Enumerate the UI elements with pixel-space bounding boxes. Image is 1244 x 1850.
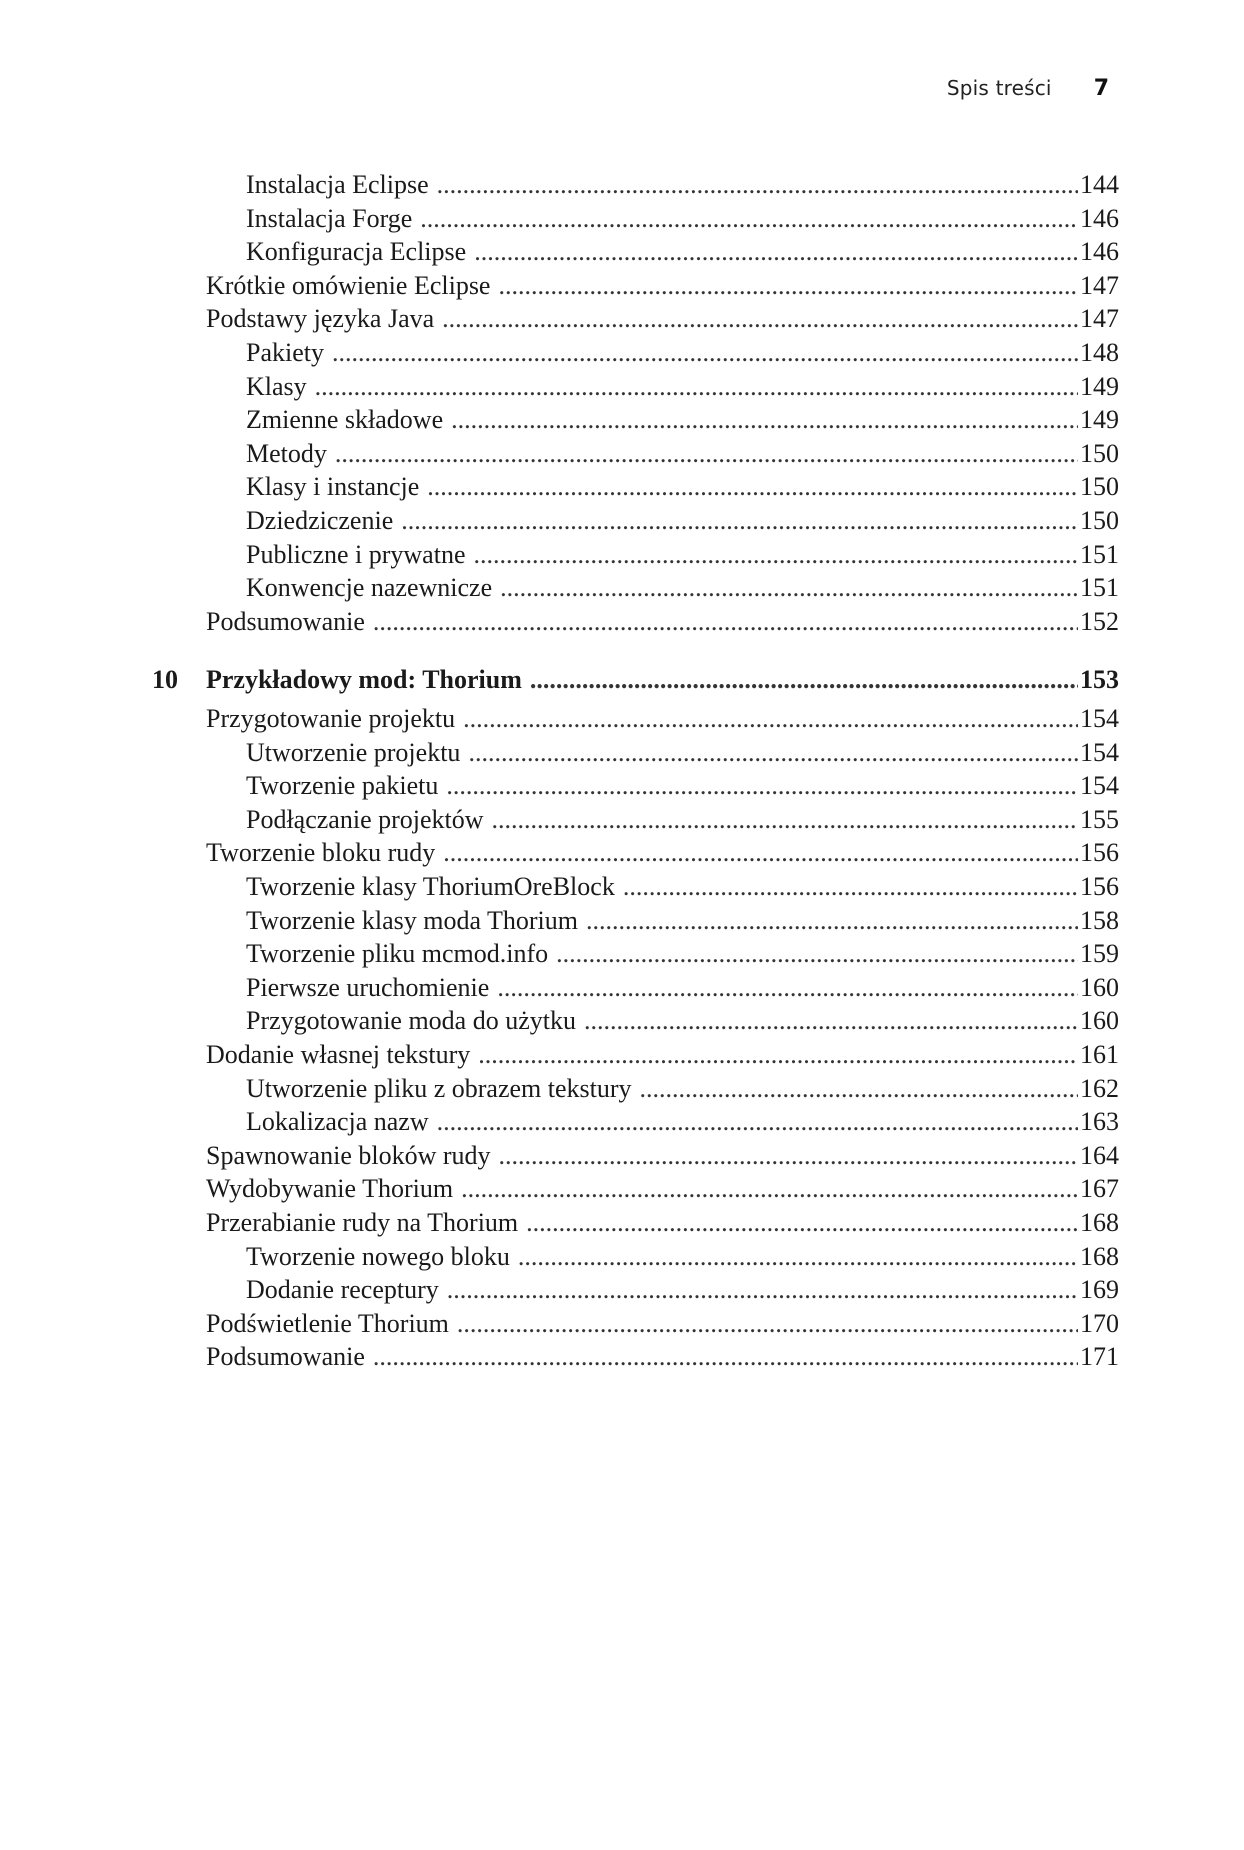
toc-entry xyxy=(246,906,1119,942)
toc-entry-page: 153 xyxy=(1080,665,1119,694)
toc-entry-title: Lokalizacja nazw xyxy=(246,1107,429,1136)
toc-entry-page: 164 xyxy=(1080,1141,1119,1170)
toc-entry xyxy=(206,607,1119,643)
toc-entry xyxy=(206,1208,1119,1244)
toc-entry-page: 149 xyxy=(1080,405,1119,434)
toc-entry-title: Publiczne i prywatne xyxy=(246,540,466,569)
dot-leader xyxy=(442,304,1078,334)
toc-entry-page: 146 xyxy=(1080,237,1119,266)
page-number: 7 xyxy=(1093,76,1109,101)
dot-leader xyxy=(335,439,1078,469)
toc-entry-page: 158 xyxy=(1080,906,1119,935)
dot-leader xyxy=(451,405,1078,435)
toc-entry-page: 162 xyxy=(1080,1074,1119,1103)
toc-entry-page: 150 xyxy=(1080,472,1119,501)
dot-leader xyxy=(518,1242,1078,1272)
toc-entry xyxy=(246,237,1119,273)
toc-entry-page: 144 xyxy=(1080,170,1119,199)
toc-entry-title: Dodanie własnej tekstury xyxy=(206,1040,471,1069)
dot-leader xyxy=(437,170,1078,200)
toc-entry-title: Tworzenie bloku rudy xyxy=(206,838,436,867)
toc-entry xyxy=(246,1275,1119,1311)
toc-entry-title: Krótkie omówienie Eclipse xyxy=(206,271,491,300)
dot-leader xyxy=(443,838,1078,868)
toc-entry-title: Konfiguracja Eclipse xyxy=(246,237,467,266)
toc-entry-title: Klasy i instancje xyxy=(246,472,420,501)
dot-leader xyxy=(332,338,1078,368)
toc-entry-title: Podsumowanie xyxy=(206,607,365,636)
toc-entry-page: 156 xyxy=(1080,838,1119,867)
dot-leader xyxy=(500,573,1078,603)
toc-entry xyxy=(206,1174,1119,1210)
toc-entry-page: 150 xyxy=(1080,506,1119,535)
toc-entry xyxy=(246,540,1119,576)
toc-entry xyxy=(206,304,1119,340)
toc-entry xyxy=(246,439,1119,475)
toc-entry xyxy=(206,1040,1119,1076)
toc-entry-title: Dziedziczenie xyxy=(246,506,394,535)
toc-entry xyxy=(246,872,1119,908)
toc-entry xyxy=(246,939,1119,975)
dot-leader xyxy=(437,1107,1078,1137)
toc-entry xyxy=(246,1074,1119,1110)
toc-entry-page: 154 xyxy=(1080,771,1119,800)
toc-entry-title: Przygotowanie moda do użytku xyxy=(246,1006,576,1035)
dot-leader xyxy=(498,271,1078,301)
toc-entry-page: 168 xyxy=(1080,1208,1119,1237)
dot-leader xyxy=(401,506,1078,536)
toc-entry-page: 151 xyxy=(1080,540,1119,569)
toc-entry xyxy=(246,506,1119,542)
toc-entry-title: Spawnowanie bloków rudy xyxy=(206,1141,491,1170)
toc-entry xyxy=(246,738,1119,774)
toc-entry-title: Utworzenie pliku z obrazem tekstury xyxy=(246,1074,632,1103)
dot-leader xyxy=(373,1342,1078,1372)
running-head-section: Spis treści xyxy=(946,76,1052,100)
toc-entry-title: Instalacja Eclipse xyxy=(246,170,429,199)
dot-leader xyxy=(474,540,1079,570)
dot-leader xyxy=(499,1141,1078,1171)
dot-leader xyxy=(461,1174,1078,1204)
dot-leader xyxy=(492,805,1078,835)
toc-entry xyxy=(246,204,1119,240)
toc-entry-page: 160 xyxy=(1080,973,1119,1002)
toc-entry-title: Podświetlenie Thorium xyxy=(206,1309,449,1338)
toc-entry-title: Przykładowy mod: Thorium xyxy=(206,665,522,694)
toc-entry-title: Tworzenie pliku mcmod.info xyxy=(246,939,549,968)
toc-entry xyxy=(206,1309,1119,1345)
toc-entry xyxy=(206,704,1119,740)
toc-entry-page: 149 xyxy=(1080,372,1119,401)
toc-entry-page: 152 xyxy=(1080,607,1119,636)
toc-chapter-entry xyxy=(152,665,1119,701)
toc-chapter-number: 10 xyxy=(152,665,178,694)
dot-leader xyxy=(373,607,1078,637)
dot-leader xyxy=(556,939,1078,969)
dot-leader xyxy=(457,1309,1078,1339)
toc-entry xyxy=(246,1242,1119,1278)
toc-entry-title: Pierwsze uruchomienie xyxy=(246,973,490,1002)
toc-entry xyxy=(246,472,1119,508)
toc-entry-title: Pakiety xyxy=(246,338,324,367)
dot-leader xyxy=(586,906,1078,936)
toc-entry xyxy=(246,805,1119,841)
toc-entry-title: Metody xyxy=(246,439,327,468)
toc-entry xyxy=(246,771,1119,807)
toc-entry-page: 159 xyxy=(1080,939,1119,968)
toc-entry-title: Tworzenie klasy ThoriumOreBlock xyxy=(246,872,615,901)
toc-entry-title: Tworzenie nowego bloku xyxy=(246,1242,510,1271)
toc-entry xyxy=(246,1006,1119,1042)
toc-entry-page: 147 xyxy=(1080,271,1119,300)
toc-entry xyxy=(246,405,1119,441)
dot-leader xyxy=(478,1040,1078,1070)
toc-entry-title: Przygotowanie projektu xyxy=(206,704,456,733)
dot-leader xyxy=(427,472,1078,502)
toc-entry-page: 161 xyxy=(1080,1040,1119,1069)
toc-entry-title: Klasy xyxy=(246,372,307,401)
toc-entry-title: Utworzenie projektu xyxy=(246,738,461,767)
toc-entry-page: 151 xyxy=(1080,573,1119,602)
toc-entry xyxy=(206,271,1119,307)
dot-leader xyxy=(474,237,1078,267)
dot-leader xyxy=(446,771,1078,801)
dot-leader xyxy=(526,1208,1078,1238)
toc-entry-page: 170 xyxy=(1080,1309,1119,1338)
toc-entry-title: Przerabianie rudy na Thorium xyxy=(206,1208,519,1237)
toc-entry-page: 150 xyxy=(1080,439,1119,468)
dot-leader xyxy=(447,1275,1078,1305)
toc-entry-title: Podsumowanie xyxy=(206,1342,365,1371)
dot-leader xyxy=(497,973,1078,1003)
running-head xyxy=(947,76,1109,101)
toc-entry-title: Dodanie receptury xyxy=(246,1275,439,1304)
dot-leader xyxy=(468,738,1078,768)
toc-entry-title: Tworzenie pakietu xyxy=(246,771,439,800)
toc-entry xyxy=(246,573,1119,609)
toc-entry xyxy=(246,1107,1119,1143)
toc-entry xyxy=(246,973,1119,1009)
toc-entry-page: 148 xyxy=(1080,338,1119,367)
toc-entry-title: Konwencje nazewnicze xyxy=(246,573,493,602)
toc-entry xyxy=(246,170,1119,206)
toc-entry-page: 171 xyxy=(1080,1342,1119,1371)
toc-entry-page: 160 xyxy=(1080,1006,1119,1035)
toc-entry-page: 147 xyxy=(1080,304,1119,333)
toc-entry-title: Podstawy języka Java xyxy=(206,304,435,333)
toc-entry-page: 169 xyxy=(1080,1275,1119,1304)
dot-leader xyxy=(530,665,1078,695)
toc-entry-page: 168 xyxy=(1080,1242,1119,1271)
dot-leader xyxy=(315,372,1078,402)
dot-leader xyxy=(640,1074,1078,1104)
toc-entry-page: 154 xyxy=(1080,704,1119,733)
toc-entry-title: Tworzenie klasy moda Thorium xyxy=(246,906,579,935)
dot-leader xyxy=(584,1006,1078,1036)
toc-entry-page: 146 xyxy=(1080,204,1119,233)
toc-entry-page: 156 xyxy=(1080,872,1119,901)
dot-leader xyxy=(463,704,1078,734)
toc-entry-title: Instalacja Forge xyxy=(246,204,413,233)
toc-entry xyxy=(206,838,1119,874)
toc-entry xyxy=(246,338,1119,374)
toc-entry xyxy=(206,1342,1119,1378)
toc-entry-title: Wydobywanie Thorium xyxy=(206,1174,454,1203)
toc-entry-page: 155 xyxy=(1080,805,1119,834)
dot-leader xyxy=(623,872,1078,902)
dot-leader xyxy=(420,204,1078,234)
toc-entry-page: 163 xyxy=(1080,1107,1119,1136)
toc-entry-title: Zmienne składowe xyxy=(246,405,444,434)
toc-entry-title: Podłączanie projektów xyxy=(246,805,484,834)
toc-entry xyxy=(206,1141,1119,1177)
toc-entry-page: 154 xyxy=(1080,738,1119,767)
toc-entry xyxy=(246,372,1119,408)
toc-entry-page: 167 xyxy=(1080,1174,1119,1203)
